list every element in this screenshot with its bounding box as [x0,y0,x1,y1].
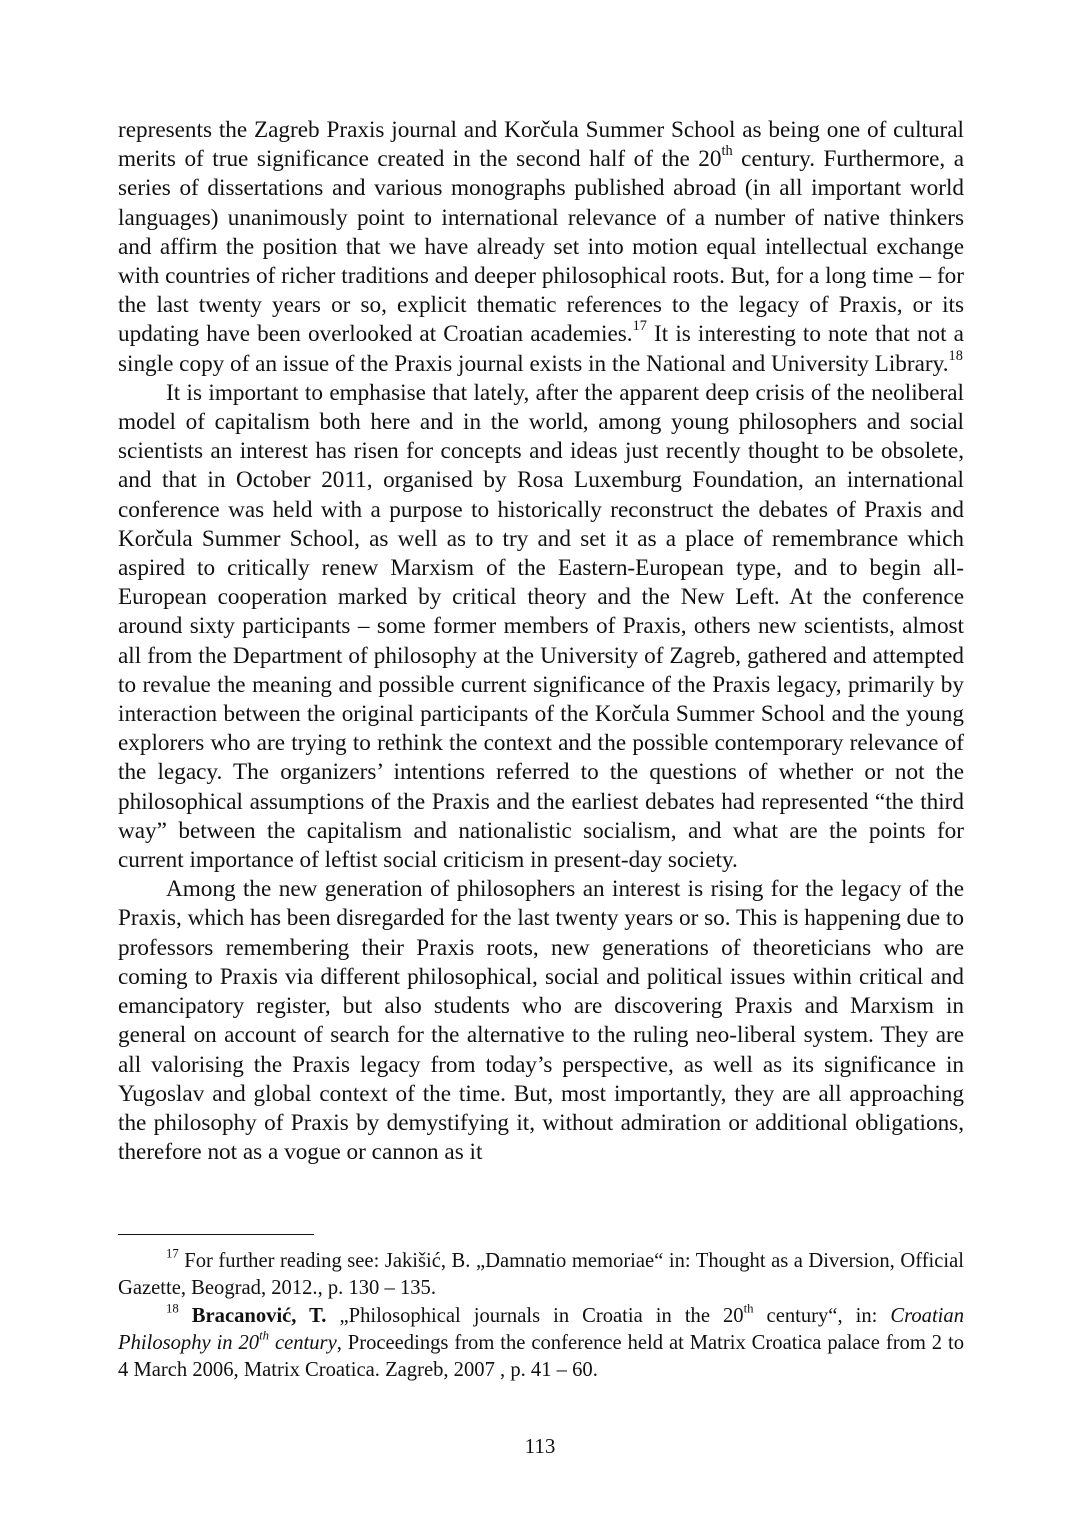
page-number: 113 [524,1434,556,1458]
footnote-ref-18[interactable]: 18 [948,347,963,364]
paragraph-3: Among the new generation of philosophers an interest is rising for the legacy of the Praxis, which has been disregarded for the last twenty years or so. This is happening due to professors remembering their Praxis roots, new generations of theoreticians who are coming to Praxis via different philosophical, social and political issues within critical and emancipatory register, but also students who are discovering Praxis and Marxism in general on account of search for the alternative to the ruling neo-liberal system. They are all valorising the Praxis legacy from today’s perspective, as well as its significance in Yugoslav and global context of the time. But, most importantly, they are all approaching the philosophy of Praxis by demystifying it, without admiration or additional obligations, therefore not as a vogue or cannon as it [118,876,964,1166]
footnote-divider [118,1234,314,1235]
page-body [118,116,964,1167]
footnotes [118,1248,964,1385]
paragraph-2: It is important to emphasise that lately, after the apparent deep crisis of the neoliberal model of capitalism both here and in the world, among young philosophers and social scientists an interest has risen for concepts and ideas just recently thought to be obsolete, and that in October 2011, organised by Rosa Luxemburg Foundation, an international conference was held with a purpose to historically reconstruct the debates of Praxis and Korčula Summer School, as well as to try and set it as a place of remembrance which aspired to critically renew Marxism of the Eastern-European type, and to begin all-European cooperation marked by critical theory and the New Left. At the conference around sixty participants – some former members of Praxis, others new scientists, almost all from the Department of philosophy at the University of Zagreb, gathered and attempted to revalue the meaning and possible current significance of the Praxis legacy, primarily by interaction between the original participants of the Korčula Summer School and the young explorers who are trying to rethink the context and the possible contemporary relevance of the legacy. The organizers’ intentions referred to the questions of whether or not the philosophical assumptions of the Praxis and the earliest debates had represented “the third way” between the capitalism and nationalistic socialism, and what are the points for current importance of leftist social criticism in present-day society. [118,379,964,874]
footnote-18: $^{18}$ Bracanović, T. „Philosophical journals in Croatia in the 20th century“, in: Croatian Philosophy in 20th century, Proceedings from the conference held at Matrix Croatica palace from 2 to 4 March 2006, Matrix Croatica. Zagreb, 2007 , p. 41 – 60. [118,1301,965,1381]
footnote-author: Bracanović, T. [178,1305,327,1327]
footnote-number: 17 [166,1246,179,1261]
footnote-ref-17[interactable]: 17 [632,318,647,335]
superscript-th: th [721,143,733,160]
footnote-book-title: Croatian Philosophy in 20th century [118,1305,964,1354]
body-text [118,116,964,1167]
paragraph-1: represents the Zagreb Praxis journal and Korčula Summer School as being one of cultural merits of true significance created in the second half of the 20th century. Furthermore, a series of dissertations and various monographs published abroad (in all important world languages) unanimously point to international relevance of a number of native thinkers and affirm the position that we have already set into motion equal intellectual exchange with countries of richer traditions and deeper philosophical roots. But, for a long time – for the last twenty years or so, explicit thematic references to the legacy of Praxis, or its updating have been overlooked at Croatian academies.$^{17}$ It is interesting to note that not a single copy of an issue of the Praxis journal exists in the National and University Library.$^{18}$ [118,117,965,377]
footnote-number: 18 [166,1301,179,1316]
footnote-17: $^{17}$ For further reading see: Jakišić, B. „Damnatio memoriae“ in: Thought as a Diversion, Official Gazette, Beograd, 2012., p. 130 – 135. [118,1246,964,1299]
